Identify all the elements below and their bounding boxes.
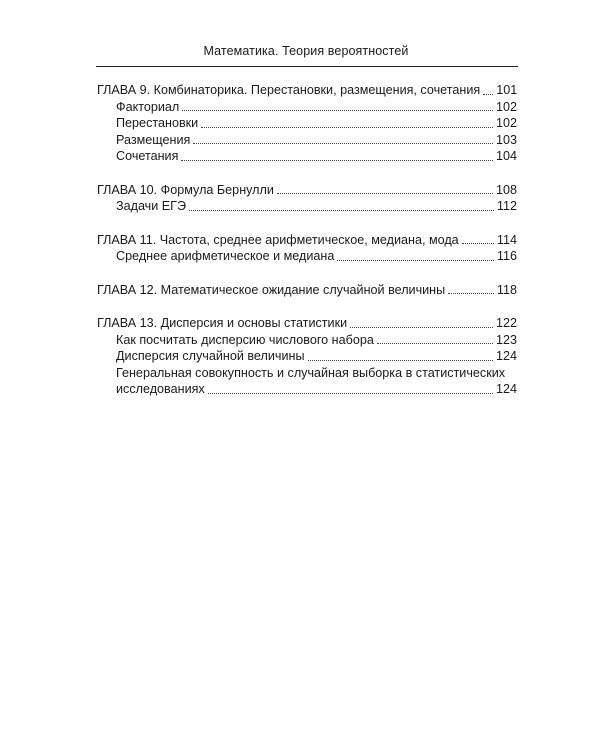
toc-leader-dots xyxy=(462,243,494,244)
toc-entry-title-line2: исследованиях xyxy=(116,382,205,396)
toc-leader-dots xyxy=(277,193,493,194)
toc-leader-dots xyxy=(189,210,494,211)
toc-leader-dots xyxy=(448,293,494,294)
toc-page-number: 124 xyxy=(495,349,517,363)
toc-page-number: 102 xyxy=(495,116,517,130)
toc-chapter-13 xyxy=(97,315,517,398)
toc-leader-dots xyxy=(182,110,493,111)
toc-leader-dots xyxy=(350,327,493,328)
toc-leader-dots xyxy=(308,360,493,361)
toc-entry-title: ГЛАВА 13. Дисперсия и основы статистики xyxy=(97,316,348,330)
toc-entry-title: Перестановки xyxy=(116,116,199,130)
toc-leader-dots xyxy=(201,127,493,128)
toc-entry-title: Среднее арифметическое и медиана xyxy=(116,249,335,263)
toc-leader-dots xyxy=(193,143,493,144)
toc-page-number: 102 xyxy=(495,99,517,114)
toc-entry[interactable] xyxy=(97,315,517,332)
toc-page-number: 112 xyxy=(496,199,517,213)
table-of-contents xyxy=(97,82,517,415)
toc-entry[interactable] xyxy=(97,132,517,149)
toc-page-number: 116 xyxy=(496,249,517,263)
toc-leader-dots xyxy=(377,343,493,344)
toc-entry-title: Сочетания xyxy=(116,149,179,163)
toc-entry-multiline[interactable] xyxy=(97,365,517,398)
toc-leader-dots xyxy=(181,160,493,161)
toc-leader-dots xyxy=(208,393,493,394)
running-header: Математика. Теория вероятностей xyxy=(203,44,409,58)
toc-page-number: 108 xyxy=(495,182,517,197)
toc-entry[interactable] xyxy=(97,148,517,165)
toc-entry-title: ГЛАВА 11. Частота, среднее арифметическое, медиана, мода xyxy=(97,232,459,247)
toc-entry[interactable] xyxy=(97,282,517,299)
toc-entry-title: ГЛАВА 12. Математическое ожидание случайной величины xyxy=(97,282,446,297)
toc-entry-title: Размещения xyxy=(116,132,191,147)
toc-entry-title: Как посчитать дисперсию числового набора xyxy=(116,332,374,347)
toc-entry-title: Задачи ЕГЭ xyxy=(116,199,187,213)
toc-page-number: 114 xyxy=(496,232,517,247)
toc-chapter-12 xyxy=(97,282,517,299)
toc-entry[interactable] xyxy=(97,248,517,265)
toc-chapter-10 xyxy=(97,182,517,215)
toc-chapter-11 xyxy=(97,232,517,265)
toc-entry[interactable] xyxy=(97,182,517,199)
toc-page-number: 124 xyxy=(495,382,517,396)
toc-entry-title: Факториал xyxy=(116,99,180,114)
toc-entry[interactable] xyxy=(97,332,517,349)
toc-page-number: 103 xyxy=(495,132,517,147)
toc-page-number: 104 xyxy=(495,149,517,163)
toc-entry[interactable] xyxy=(97,115,517,132)
toc-page-number: 101 xyxy=(496,83,518,97)
toc-entry-title: ГЛАВА 9. Комбинаторика. Перестановки, размещения, сочетания xyxy=(97,83,481,97)
toc-entry-line2 xyxy=(116,381,517,398)
toc-page-number: 122 xyxy=(495,316,517,330)
toc-entry-title: ГЛАВА 10. Формула Бернулли xyxy=(97,182,274,197)
toc-entry[interactable] xyxy=(97,232,517,249)
toc-page-number: 118 xyxy=(496,282,517,297)
header-rule xyxy=(96,66,518,67)
toc-entry[interactable] xyxy=(97,348,517,365)
toc-entry[interactable] xyxy=(97,198,517,215)
toc-entry-title-line1: Генеральная совокупность и случайная выборка в статистических xyxy=(116,365,506,380)
toc-leader-dots xyxy=(483,94,493,95)
toc-entry[interactable] xyxy=(97,99,517,116)
toc-page-number: 123 xyxy=(495,332,517,347)
toc-leader-dots xyxy=(337,260,494,261)
toc-chapter-9 xyxy=(97,82,517,165)
toc-entry-title: Дисперсия случайной величины xyxy=(116,349,305,363)
toc-entry[interactable] xyxy=(97,82,517,99)
